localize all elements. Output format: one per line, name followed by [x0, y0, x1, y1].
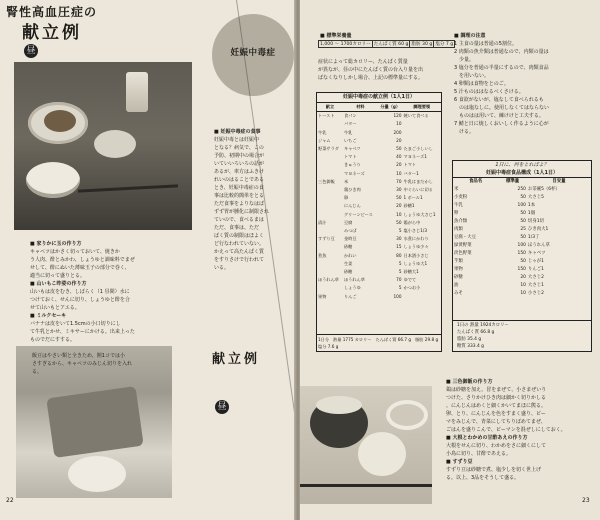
menu-table-title: 妊娠中毒症の献立例（1人1日）: [317, 93, 441, 103]
menu-table-cell: [317, 268, 343, 276]
food-table-title: 妊娠中毒症食品構成（1人1日）: [453, 169, 591, 178]
menu-table-cell: 70: [396, 178, 402, 184]
menu-table-cell: 20: [396, 203, 402, 209]
menu-table-cell: 5: [398, 269, 402, 275]
food-table-cell: 大さじ1: [527, 283, 544, 288]
menu-table-cell: 牛乳はまだかし: [403, 178, 433, 184]
food-table-cell: 50: [520, 235, 526, 240]
std-cell: 1,000 〜 1700カロリー: [320, 42, 371, 47]
menu-table-cell: 80: [396, 252, 402, 258]
food-table-row: [453, 218, 591, 226]
menu-table-cell: [317, 120, 343, 128]
food-table-cell: 10: [520, 283, 526, 288]
meal-badge-2: 昼: [215, 400, 229, 414]
menu-table-row: [317, 161, 441, 169]
cooking-photo: [16, 346, 172, 498]
caption-line: キャベツはかさく切っておいて、焼きか: [30, 249, 120, 255]
rice-top: [316, 396, 362, 414]
column-line: をすりさけで行われて: [214, 257, 265, 263]
menu-table-cell: トースト: [318, 113, 335, 119]
recipe-line: マをみじんで、青菜にしてちりばめてまぜ、: [446, 419, 546, 425]
column-line: 妊娠中毒とは妊娠中: [214, 137, 260, 143]
food-table-cell: 淡色野菜: [454, 251, 472, 256]
note-line: のは塩なしに。使用しなくてはならない: [454, 105, 550, 111]
food-table-cell: 250: [517, 187, 526, 192]
column-line: となる？病気で、この: [214, 145, 264, 151]
menu-table-cell: グリーンピース: [343, 211, 373, 217]
menu-table-cell: きゅうり: [343, 162, 361, 168]
std-cell: たんぱく質 60 g: [373, 42, 409, 47]
menu-table-cell: かつお小: [403, 285, 421, 291]
rice-bowl-icon: [26, 162, 80, 198]
recipe-line: ■ 三色御飯の作り方: [446, 379, 493, 385]
menu-table-cell: 果物: [318, 293, 327, 299]
menu-table-cell: マヨネーズ1: [403, 154, 427, 160]
menu-table-cell: 食パン: [343, 113, 357, 119]
food-total: たんぱく質 66.8 g: [457, 330, 495, 335]
std-cell: 塩分 7 g: [435, 42, 454, 47]
food-table-row: [453, 266, 591, 274]
side-bowl-icon: [94, 130, 136, 158]
recipe-line: 大根をせんに切り、わかめをさに細くにして: [446, 443, 547, 449]
meal-photo-2: [300, 386, 432, 504]
menu-table-cell: しょうゆ少々: [403, 244, 429, 250]
note-line: 2 肉類の魚介類は普通なので、内類の量は: [454, 49, 549, 55]
menu-table-cell: にんじん: [343, 203, 361, 209]
column-line: れいのはることである: [214, 177, 265, 183]
food-table-cell: 豆腐・大豆: [454, 235, 476, 240]
menu-table-cell: 生姜: [343, 260, 353, 266]
menu-table-cell: 煮魚: [318, 252, 327, 258]
column-line: ただ、食事は、ただ: [214, 225, 260, 231]
bowl-icon: [68, 456, 126, 492]
column-line: ど行なわれていない。: [214, 241, 265, 247]
food-table-cell: ほうれん草: [527, 243, 550, 248]
caption-line: バナナは皮をいて1.5cmの小口切りにし: [30, 321, 121, 327]
food-table-row: [453, 234, 591, 242]
note-line: ける。: [454, 129, 475, 135]
menu-table-cell: ほうれん草: [318, 277, 339, 283]
menu-table-cell: [317, 170, 343, 178]
food-table-cell: 150: [517, 251, 526, 256]
recipe-line: すずり豆は砂糖で煮、塩少しを切く世上げ: [446, 467, 542, 473]
food-table-row: [453, 290, 591, 298]
menu-table-cell: 牛乳: [343, 129, 353, 135]
caption-line: 適当に切って盛りとる。: [30, 273, 86, 279]
food-table-cell: 油: [454, 283, 459, 288]
food-table-row: [453, 226, 591, 234]
food-table-cell: 50: [520, 259, 526, 264]
menu-table-cell: 20: [396, 137, 402, 143]
menu-table-cell: 牛乳: [318, 129, 327, 135]
menu-table-cell: ジャム: [318, 137, 331, 143]
std-cell: 脂肪 30 g: [411, 42, 433, 47]
menu-table-cell: 1 ボール1: [403, 195, 423, 201]
menu-table-cell: 焼いて食べる: [403, 113, 429, 119]
menu-table-cell: 砂糖1: [403, 203, 415, 209]
menu-table-cell: 10: [396, 211, 402, 217]
menu-table-box: [316, 92, 442, 352]
notes-heading: ■ 調理の注意: [454, 33, 486, 39]
meal-badge: 昼: [24, 44, 38, 58]
menu-table-cell: 砂糖: [343, 244, 353, 250]
std-note-line: が異なが、昼の中にたんぱく質の台入り量を出: [318, 67, 424, 73]
menu-table: [317, 103, 441, 301]
food-table: [453, 178, 591, 298]
food-table-cell: 緑黄野菜: [454, 243, 472, 248]
food-total: 糖質 333.4 g: [457, 344, 484, 349]
menu-table-cell: 中ぐらいに切る: [403, 187, 433, 193]
menu-table-cell: 金時豆: [343, 236, 357, 242]
column-line: とき、妊娠中毒症の食: [214, 185, 264, 191]
menu-table-header: 分量（g）: [380, 104, 401, 109]
std-note-line: ばなくなりしかし場合、上記の標準量にする。: [318, 75, 424, 81]
caption-line: る。: [32, 369, 43, 375]
menu-total: 熱量 1775 カロリー: [333, 337, 372, 342]
menu-table-row: [317, 268, 441, 276]
food-table-cell: 牛乳: [454, 203, 463, 208]
article-column: [214, 128, 292, 272]
menu-table-cell: 野菜サラダ: [318, 146, 339, 152]
menu-table-cell: トマト: [343, 154, 357, 160]
food-table-header: 食品名: [469, 179, 483, 184]
food-table-cell: 芋類: [454, 259, 463, 264]
food-table-row: [453, 186, 591, 194]
menu-table-cell: 10: [396, 121, 402, 127]
menu-table-cell: トマト: [403, 162, 417, 168]
photo-caption: [32, 352, 164, 376]
food-table-cell: 魚介類: [454, 219, 468, 224]
menu-table-cell: 5: [398, 228, 402, 234]
menu-table-cell: 50: [396, 146, 402, 152]
std-note-line: 症状によって総カロリー、たんぱく質量: [318, 59, 408, 65]
soup-bowl-icon: [358, 432, 406, 476]
food-table-row: [453, 242, 591, 250]
food-table-cell: 10: [520, 291, 526, 296]
food-table-row: [453, 282, 591, 290]
caption-line: せて山いもとアエる。: [30, 305, 80, 311]
food-total: 脂肪 35.4 g: [457, 337, 482, 342]
recipe-line: ごはんを盛りこんで、ピーマンを混ぜしにしておく。: [446, 427, 566, 433]
caption-line: 飯豆はやさい類と全きため、開1コでは小: [32, 353, 125, 359]
std-heading: ■ 標準栄養量: [320, 33, 352, 39]
column-line: 事は比較的簡単をとる: [214, 193, 265, 199]
caption-line: ■ ミルクセーキ: [30, 313, 67, 319]
menu-table-cell: [403, 129, 442, 137]
menu-table-cell: [317, 186, 343, 194]
hands-cutting: [46, 386, 143, 458]
menu-table-cell: バター1: [403, 170, 419, 176]
menu-table-cell: かれい: [343, 252, 357, 258]
food-table-row: [453, 194, 591, 202]
menu-table-row: [317, 186, 441, 194]
menu-table-cell: [317, 260, 343, 268]
chopsticks-icon: [300, 484, 432, 487]
menu-table-cell: 鶏がら中: [403, 219, 421, 225]
column-line: ただ食事をよりなはば: [214, 201, 265, 207]
column-line: ていので、食べるまは: [214, 217, 264, 223]
menu-table-cell: ほうれん草: [343, 277, 365, 283]
menu-table-cell: [317, 284, 343, 292]
menu-table-cell: しょうゆ大さじ1: [403, 211, 436, 217]
meal-photo: [14, 62, 192, 230]
food-table-cell: お茶碗5（6杯）: [527, 187, 560, 192]
recipes: [446, 378, 594, 482]
recipe-line: る。以上、3品をそうして盛る。: [446, 475, 520, 481]
food-table-cell: 肉類: [454, 227, 463, 232]
caption-line: う人肉、酢とみかわ、しょうゆと調味料でまぜ: [30, 257, 135, 263]
note-line: 1 主食の量は普通の5割位。: [454, 41, 517, 47]
column-line: いる。: [214, 265, 230, 271]
food-table-cell: 1個: [527, 211, 536, 216]
menu-table-cell: いちご: [343, 137, 357, 143]
menu-table-cell: [317, 243, 343, 251]
food-table-cell: 小麦粉: [454, 195, 468, 200]
menu-table-cell: 20: [396, 162, 402, 168]
food-table-cell: 切身1切: [527, 219, 544, 224]
recipe-line: ■ 大根とわかめの甘酢あえの作り方: [446, 435, 528, 441]
note-line: 3 塩分を普通の半量にするので、肉類食品: [454, 65, 549, 71]
food-table-cell: 150: [517, 267, 526, 272]
page-title: 献立例: [22, 23, 82, 43]
menu-table-row: [317, 235, 441, 243]
menu-table-cell: しょうゆ大1: [403, 260, 428, 266]
note-line: ものはは用いて、練けけと工夫する。: [454, 113, 544, 119]
caption-line: 山いもは皮をむき、しばらく（1 昼間）水に: [30, 289, 130, 295]
food-table-row: [453, 250, 591, 258]
food-table-cell: みそ: [454, 291, 463, 296]
column-line: かえって高たんぱく質: [214, 249, 265, 255]
menu-table-cell: [317, 227, 343, 235]
food-table-row: [453, 210, 591, 218]
std-note: [318, 58, 436, 82]
menu-table-cell: 日本酒小さじ: [403, 252, 429, 258]
food-table-cell: 50: [520, 211, 526, 216]
kondate-heading: 献立例: [212, 352, 261, 367]
menu-table-cell: 50: [396, 195, 402, 201]
caption-line: つけておく、せんに切り、しょうゆと酢を合: [30, 297, 130, 303]
recipe-line: 鶏は砂糖を加え、冒をまぜて、小さまぜいり: [446, 387, 547, 393]
food-table-cell: 砂糖: [454, 275, 463, 280]
menu-table-cell: マヨネーズ: [343, 170, 365, 176]
menu-table-cell: [317, 153, 343, 161]
menu-table-cell: 15: [396, 244, 402, 250]
menu-table-cell: バター: [343, 121, 357, 127]
menu-table-row: [317, 120, 441, 128]
menu-table-cell: 塩小さじ1/3: [403, 228, 427, 234]
menu-table-cell: [317, 161, 343, 169]
food-table-cell: 100: [517, 243, 526, 248]
menu-total: たんぱく質 66.7 g: [375, 337, 412, 342]
menu-table-row: [317, 276, 441, 284]
menu-table-row: [317, 293, 441, 301]
menu-table-cell: たまご小しいし: [403, 146, 433, 152]
food-table-box: [452, 160, 592, 352]
food-table-row: [453, 258, 591, 266]
column-line: いていいろいろの話が: [214, 161, 265, 167]
caption-line: ■ 山いもこ昨姿の作り方: [30, 281, 87, 287]
menu-table-row: [317, 227, 441, 235]
note-line: を用いない。: [454, 73, 490, 79]
menu-table-row: [317, 219, 441, 227]
menu-table-row: [317, 129, 441, 137]
food-table-cell: 50: [520, 219, 526, 224]
right-page: [300, 0, 600, 520]
section-badge: [212, 14, 294, 96]
food-table-cell: 大さじ5: [527, 195, 544, 200]
menu-table-cell: 豆腐: [343, 219, 353, 225]
menu-table-cell: しょうゆ: [343, 285, 361, 291]
menu-table-header: 献立: [325, 104, 335, 109]
caption-line: て牛乳とかせ、ミキサーにかける。出来上った: [30, 329, 135, 335]
food-table-cell: 果物: [454, 267, 463, 272]
recipe-line: つけた、さりかけひき肉は細かく切りかしる: [446, 395, 547, 401]
menu-table-header: 調理要領: [413, 104, 431, 109]
menu-table-cell: 米: [343, 178, 349, 184]
recipe-caption: [30, 240, 158, 344]
menu-table-row: [317, 194, 441, 202]
menu-table-row: [317, 112, 441, 121]
cooking-notes: [454, 32, 594, 136]
recipe-line: 卵、とり、にんじんを色をすまく盛り、ピー: [446, 411, 546, 417]
menu-table-cell: 水煮にかわり: [403, 236, 429, 242]
food-table-cell: 小さじ2: [527, 291, 544, 296]
food-totals: [453, 320, 591, 351]
menu-table-cell: [317, 194, 343, 202]
menu-table-cell: 5: [398, 260, 402, 266]
menu-total: 塩分 7.6 g: [318, 344, 339, 349]
recipe-line: ■ すずり豆: [446, 459, 473, 465]
menu-table-cell: 30: [396, 187, 402, 193]
column-line: ずず胃が腫化に制限され: [214, 209, 270, 215]
caption-line: せして、酢にぬいた薄味玉子の部分で巻く、: [30, 265, 130, 271]
food-table-cell: 1/3丁: [527, 235, 540, 240]
food-table-row: [453, 274, 591, 282]
note-line: 6 食欲がないが、塩なして食べられるも: [454, 97, 544, 103]
menu-table-cell: すずり豆: [318, 236, 335, 242]
caption-line: さすぎるから、キャベツのみじん切りを入れ: [32, 361, 133, 367]
menu-table-cell: ゆでて: [403, 277, 417, 283]
food-table-cell: 100: [517, 203, 526, 208]
food-table-cell: じゃが1: [527, 259, 544, 264]
menu-table-row: [317, 211, 441, 219]
menu-table-row: [317, 252, 441, 260]
food-table-cell: 25: [520, 227, 526, 232]
menu-table-cell: 120: [393, 113, 402, 119]
food-table-header: 目安量: [552, 179, 566, 184]
recipe-line: 小鳥に切り、甘酢であえる。: [446, 451, 512, 457]
menu-table-header: 材料: [356, 104, 365, 109]
note-line: 4 卵類は食物をとのご。: [454, 81, 509, 87]
menu-table-cell: 卵: [343, 195, 349, 201]
menu-table-cell: [317, 211, 343, 219]
food-table-header: 標準量: [505, 179, 520, 184]
food-table-row: [453, 202, 591, 210]
food-table-cell: 大さじ2: [527, 275, 544, 280]
page-number-left: 22: [6, 497, 14, 504]
menu-totals: [317, 334, 441, 351]
column-heading: ■ 妊娠中毒症の食事: [214, 129, 261, 135]
note-line: 少量。: [454, 57, 475, 63]
menu-table-cell: キャベツ: [343, 146, 361, 152]
menu-table-cell: 40: [396, 154, 402, 160]
menu-table-cell: 清汁: [318, 219, 327, 225]
menu-table-cell: 100: [393, 293, 402, 299]
menu-table-cell: 三色御飯: [318, 178, 335, 184]
note-line: 7 鯖と日に焼しくおいしく作るように心が: [454, 121, 549, 127]
page-title-top: 腎性高血圧症の: [6, 5, 98, 19]
food-table-cell: 1本: [527, 203, 536, 208]
menu-table-cell: りんご: [343, 293, 357, 299]
food-total: 1日の 熱量 1924カロリー: [457, 323, 509, 328]
chopsticks-icon: [78, 184, 178, 192]
food-table-cell: 卵: [454, 211, 459, 216]
recipe-line: 。にんじんはめくと細くかいてまほに熊る。: [446, 403, 547, 409]
menu-table-row: [317, 170, 441, 178]
food-table-cell: りんご1: [527, 267, 544, 272]
milk-glass-icon: [126, 72, 148, 112]
menu-table-row: [317, 153, 441, 161]
food-table-cell: 50: [520, 195, 526, 200]
menu-table-cell: [403, 137, 442, 145]
section-badge-label: 妊娠中毒症: [230, 48, 276, 58]
menu-table-cell: 30: [396, 236, 402, 242]
menu-table-cell: [403, 120, 442, 128]
menu-table-cell: [403, 293, 442, 301]
column-line: 予防、初期中の場合が: [214, 153, 265, 159]
column-line: ばく質の制限はほよく: [214, 233, 265, 239]
caption-line: ■ 家りかに玉の作り方: [30, 241, 82, 247]
menu-table-row: [317, 145, 441, 153]
std-table: [318, 40, 455, 48]
menu-table-cell: 砂糖: [343, 269, 353, 275]
menu-table-cell: 鶏ひき肉: [343, 187, 361, 193]
food-table-cell: キャベツ: [527, 251, 546, 256]
food-table-cell: 米: [454, 187, 459, 192]
note-line: 5 汁ものははなるべくさける。: [454, 89, 524, 95]
menu-table-cell: 200: [393, 129, 402, 135]
menu-table-cell: 50: [396, 219, 402, 225]
menu-table-row: [317, 137, 441, 145]
hamburger-steak: [44, 110, 76, 132]
menu-table-cell: 砂糖大1: [403, 269, 419, 275]
menu-table-cell: 70: [396, 277, 402, 283]
menu-total: 脂肪 29.8 g: [415, 337, 439, 342]
food-table-note: 1日に、何をとればよ？: [495, 162, 549, 168]
column-line: あるが、車方はふきけ: [214, 169, 265, 175]
menu-table-row: [317, 284, 441, 292]
menu-table-cell: 10: [396, 170, 402, 176]
menu-table-row: [317, 243, 441, 251]
menu-table-cell: 5: [398, 285, 402, 291]
food-table-cell: 20: [520, 275, 526, 280]
menu-table-row: [317, 202, 441, 210]
side-dish-icon: [386, 400, 428, 430]
left-page: [0, 0, 296, 520]
menu-table-cell: みつば: [343, 228, 357, 234]
page-number-right: 23: [582, 497, 590, 504]
menu-table-row: [317, 260, 441, 268]
menu-table-cell: [317, 202, 343, 210]
food-table-cell: ひき肉大1: [527, 227, 549, 232]
menu-table-row: [317, 178, 441, 186]
menu-total: 1日分: [318, 337, 330, 342]
caption-line: ものでだにすする。: [30, 337, 76, 343]
